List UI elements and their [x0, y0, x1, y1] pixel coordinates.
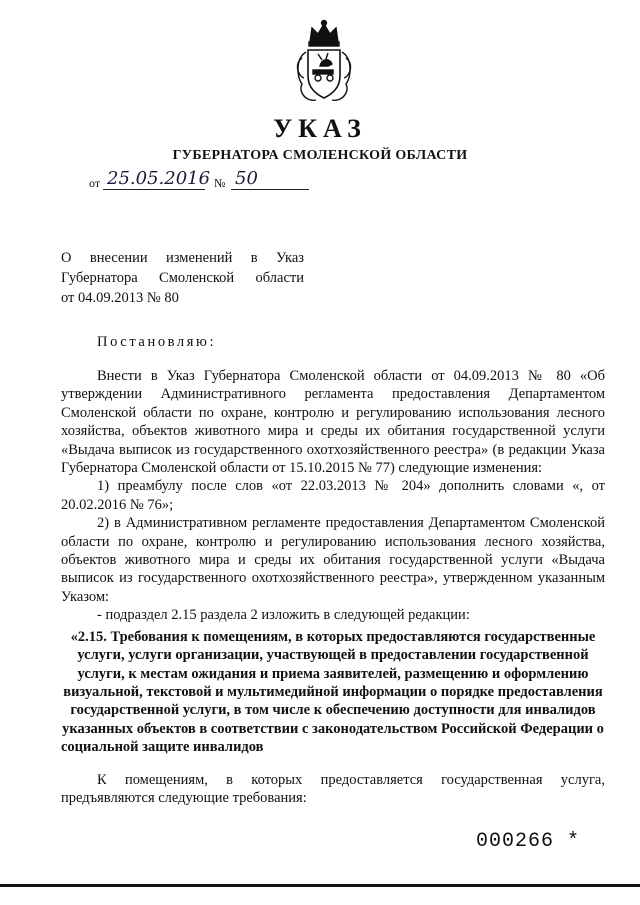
number-prefix: №: [214, 176, 226, 190]
handwritten-date: 25.05.2016: [107, 168, 211, 189]
serial-number: 000266 *: [476, 830, 581, 853]
document-title: УКАЗ: [273, 114, 367, 143]
subject-line-3: от 04.09.2013 № 80: [61, 290, 179, 306]
date-number-line: [89, 168, 329, 192]
decree-word: Постановляю:: [97, 334, 217, 350]
date-prefix: от: [89, 176, 101, 190]
body-paragraph-3: 2) в Административном регламенте предоставления Департаментом Смоленской области по охране, контролю и регулированию использования лесного хозяйства, объектов животного мира и среды их обитания государственной услуги «Выдача выписок из государственного охотхозяйственного реестра», утвержденном указанным Указом:: [61, 515, 605, 605]
section-heading-2-15: «2.15. Требования к помещениям, в которых предоставляются государственные услуги, услуги организации, участвующей в предоставлении государственной услуги, к местам ожидания и приема заявителей, размещению и оформлению визуальной, текстовой и мультимедийной информации о порядке предоставления государственной услуги, в том числе к обеспечению доступности для инвалидов указанных объектов в соответствии с законодательством Российской Федерации о социальной защите инвалидов: [61, 628, 604, 756]
handwritten-number: 50: [235, 168, 258, 189]
page-bottom-rule: [0, 884, 640, 887]
subject-line-2: Губернатора Смоленской области: [61, 270, 304, 286]
number-underline: [231, 189, 309, 190]
body-paragraph-1: Внести в Указ Губернатора Смоленской области от 04.09.2013 № 80 «Об утверждении Административного регламента предоставления Департаментом Смоленской области по охране, контролю и регулированию использования лесного хозяйства, объектов животного мира и среды их обитания государственной услуги «Выдача выписок из государственного охотхозяйственного реестра» (в редакции Указа Губернатора Смоленской области от 15.10.2015 № 77) следующие изменения:: [61, 368, 605, 477]
body-paragraph-2: 1) преамбулу после слов «от 22.03.2013 № 204» дополнить словами «, от 20.02.2016 № 76»;: [61, 478, 605, 513]
coat-of-arms-emblem: [292, 18, 356, 108]
body-paragraph-6: К помещениям, в которых предоставляется государственная услуга, предъявляются следующие требования:: [61, 771, 605, 806]
document-body: [61, 367, 605, 807]
document-subtitle: ГУБЕРНАТОРА СМОЛЕНСКОЙ ОБЛАСТИ: [172, 148, 468, 163]
date-underline: [103, 189, 205, 190]
subject-line-1: О внесении изменений в Указ: [61, 250, 304, 266]
subject-block: [61, 248, 304, 308]
body-paragraph-4: - подраздел 2.15 раздела 2 изложить в следующей редакции:: [97, 607, 470, 624]
